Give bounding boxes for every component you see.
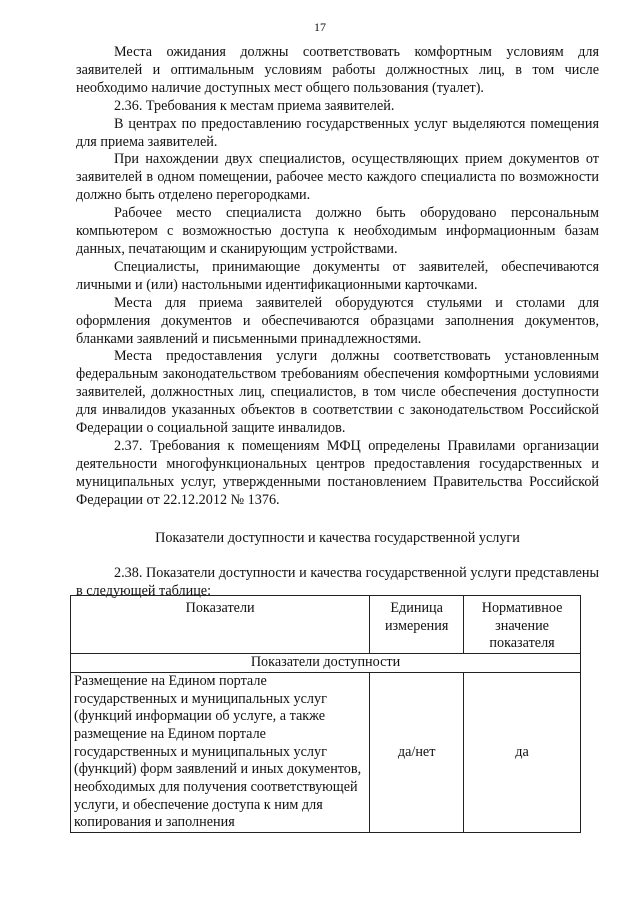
section-heading: Показатели доступности и качества государственной услуги bbox=[155, 529, 520, 546]
paragraph: 2.37. Требования к помещениям МФЦ определены Правилами организации деятельности многофункциональных центров предоставления государственных и муниципальных услуг, утвержденными постановлением Правительства Российской Федерации от 22.12.2012 № 1376. bbox=[76, 437, 599, 508]
paragraph: Специалисты, принимающие документы от заявителей, обеспечиваются личными и (или) настольными идентификационными карточками. bbox=[76, 258, 599, 293]
indicator-cell: Размещение на Едином портале государственных и муниципальных услуг (функций информации об услуге, а также размещение на Едином портале государственных и муниципальных услуг (функций) форм заявлений и иных документов, необходимых для получения соответствующей услуги, и обеспечение доступа к ним для копирования и заполнения bbox=[71, 672, 370, 832]
table-row bbox=[71, 672, 581, 832]
paragraph: Места для приема заявителей оборудуются стульями и столами для оформления документов и обеспечиваются образцами заполнения документов, бланками заявлений и письменными принадлежностями. bbox=[76, 294, 599, 347]
group-label: Показатели доступности bbox=[71, 654, 581, 673]
paragraph: В центрах по предоставлению государственных услуг выделяются помещения для приема заявителей. bbox=[76, 115, 599, 150]
table-header-value: Нормативное значение показателя bbox=[464, 596, 581, 654]
paragraph: При нахождении двух специалистов, осуществляющих прием документов от заявителей в одном помещении, рабочее место каждого специалиста по возможности должно быть отделено перегородками. bbox=[76, 151, 599, 204]
paragraph: Места предоставления услуги должны соответствовать установленным федеральным законодательством требованиям обеспечения комфортными условиями заявителей, должностных лиц, специалистов, в том числе обеспечения доступности для инвалидов указанных объектов в соответствии с законодательством Российской Федерации о социальной защите инвалидов. bbox=[76, 348, 599, 437]
table-header-indicators: Показатели bbox=[71, 596, 370, 654]
paragraph: 2.36. Требования к местам приема заявителей. bbox=[114, 97, 395, 114]
page-number: 17 bbox=[314, 20, 326, 34]
value-cell: да bbox=[464, 672, 581, 832]
paragraph: Места ожидания должны соответствовать комфортным условиям для заявителей и оптимальным условиям работы должностных лиц, в том числе необходимо наличие доступных мест общего пользования (туалет). bbox=[76, 44, 599, 96]
document-body bbox=[76, 44, 599, 601]
table-header-row bbox=[71, 596, 581, 654]
paragraph: Рабочее место специалиста должно быть оборудовано персональным компьютером с возможностью доступа к необходимым информационным базам данных, печатающим и сканирующим устройствами. bbox=[76, 205, 599, 257]
table-header-unit: Единица измерения bbox=[370, 596, 464, 654]
intro-paragraph: 2.38. Показатели доступности и качества государственной услуги представлены в следующей таблице: bbox=[76, 565, 599, 600]
table-group-row bbox=[71, 654, 581, 673]
indicators-table bbox=[70, 595, 581, 833]
unit-cell: да/нет bbox=[370, 672, 464, 832]
